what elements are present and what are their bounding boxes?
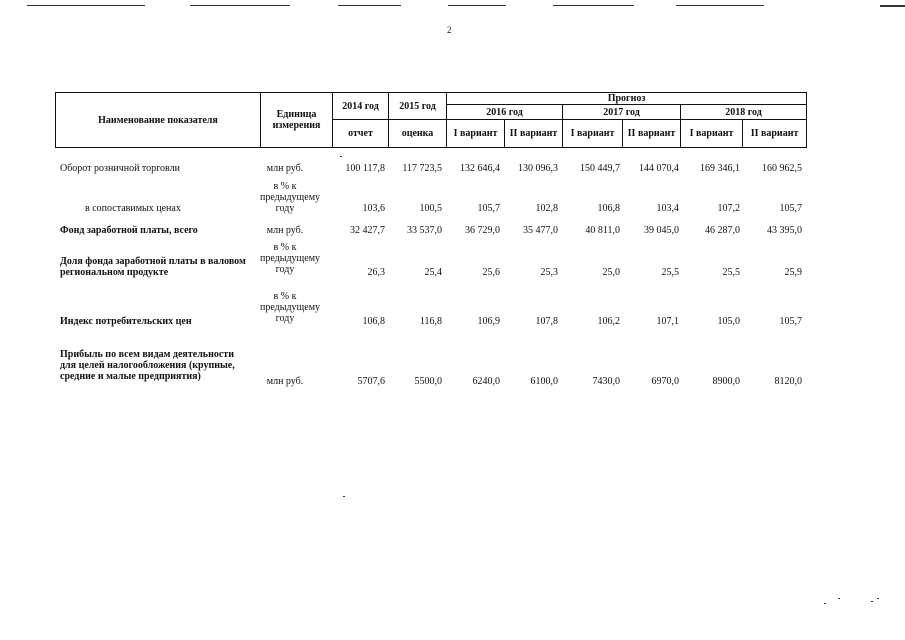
column-header-2016-variant-2: II вариант	[505, 120, 563, 148]
row-value: 150 449,7	[580, 163, 620, 174]
row-value: 5500,0	[414, 376, 442, 387]
row-value: 40 811,0	[585, 225, 620, 236]
row-value: 107,2	[717, 203, 740, 214]
row-value: 100 117,8	[345, 163, 385, 174]
row-value: 33 537,0	[407, 225, 442, 236]
row-value: 102,8	[535, 203, 558, 214]
row-value: 6970,0	[651, 376, 679, 387]
column-header-unit: Единица измерения	[261, 93, 333, 148]
scan-speck	[877, 598, 879, 599]
row-value: 32 427,7	[350, 225, 385, 236]
row-value: 35 477,0	[523, 225, 558, 236]
row-value: 117 723,5	[402, 163, 442, 174]
row-name: Фонд заработной платы, всего	[60, 225, 198, 236]
row-value: 6100,0	[530, 376, 558, 387]
scan-line	[880, 5, 905, 7]
scan-speck	[343, 496, 345, 497]
row-value: 116,8	[419, 316, 442, 327]
column-header-name: Наименование показателя	[56, 93, 261, 148]
row-value: 25,5	[722, 267, 740, 278]
scan-speck	[824, 603, 826, 604]
column-header-2017: 2017 год	[563, 105, 681, 120]
row-value: 25,4	[424, 267, 442, 278]
scan-speck	[838, 598, 840, 599]
row-value: 7430,0	[592, 376, 620, 387]
row-value: 39 045,0	[644, 225, 679, 236]
row-name: Доля фонда заработной платы в валовом региональном продукте	[60, 256, 246, 278]
row-value: 106,8	[597, 203, 620, 214]
row-unit: млн руб.	[266, 225, 304, 236]
row-unit: млн руб.	[266, 376, 304, 387]
column-header-2018-variant-2: II вариант	[743, 120, 807, 148]
column-header-2018: 2018 год	[681, 105, 807, 120]
row-value: 25,6	[482, 267, 500, 278]
column-header-2016: 2016 год	[447, 105, 563, 120]
row-value: 103,6	[362, 203, 385, 214]
row-name: Прибыль по всем видам деятельности для целей налогообложения (крупные, средние и малые предприятия)	[60, 349, 235, 382]
row-name: в сопоставимых ценах	[85, 203, 181, 214]
row-name: Индекс потребительских цен	[60, 316, 192, 327]
row-value: 105,7	[779, 316, 802, 327]
row-value: 25,9	[784, 267, 802, 278]
row-value: 25,0	[602, 267, 620, 278]
scan-line	[27, 5, 145, 6]
row-value: 26,3	[367, 267, 385, 278]
row-name: Оборот розничной торговли	[60, 163, 180, 174]
row-value: 103,4	[656, 203, 679, 214]
row-value: 107,1	[656, 316, 679, 327]
row-value: 106,2	[597, 316, 620, 327]
row-value: 105,7	[477, 203, 500, 214]
scan-line	[553, 5, 634, 6]
scan-line	[190, 5, 290, 6]
column-header-2014: 2014 год	[333, 93, 389, 120]
row-value: 25,5	[661, 267, 679, 278]
row-value: 107,8	[535, 316, 558, 327]
row-value: 8900,0	[712, 376, 740, 387]
row-value: 46 287,0	[705, 225, 740, 236]
row-value: 105,0	[717, 316, 740, 327]
row-value: 105,7	[779, 203, 802, 214]
column-header-forecast: Прогноз	[447, 93, 807, 105]
row-unit: в % к предыдущему году	[260, 291, 321, 324]
row-value: 169 346,1	[700, 163, 740, 174]
scan-line	[448, 5, 506, 6]
row-value: 106,9	[477, 316, 500, 327]
row-value: 25,3	[540, 267, 558, 278]
row-value: 8120,0	[774, 376, 802, 387]
row-value: 5707,6	[357, 376, 385, 387]
row-value: 6240,0	[472, 376, 500, 387]
row-unit: в % к предыдущему году	[260, 181, 321, 214]
row-value: 100,5	[419, 203, 442, 214]
row-value: 144 070,4	[639, 163, 679, 174]
row-value: 132 646,4	[460, 163, 500, 174]
column-header-2017-variant-1: I вариант	[563, 120, 623, 148]
column-header-report: отчет	[333, 120, 389, 148]
row-value: 36 729,0	[465, 225, 500, 236]
row-unit: в % к предыдущему году	[260, 242, 321, 275]
table-header	[55, 92, 807, 148]
column-header-2018-variant-1: I вариант	[681, 120, 743, 148]
column-header-2017-variant-2: II вариант	[623, 120, 681, 148]
scan-speck	[871, 601, 873, 602]
column-header-2015: 2015 год	[389, 93, 447, 120]
column-header-estimate: оценка	[389, 120, 447, 148]
scan-line	[676, 5, 764, 6]
row-value: 43 395,0	[767, 225, 802, 236]
row-value: 160 962,5	[762, 163, 802, 174]
scan-line	[338, 5, 401, 6]
column-header-2016-variant-1: I вариант	[447, 120, 505, 148]
row-value: 130 096,3	[518, 163, 558, 174]
scan-speck	[340, 156, 342, 157]
row-value: 106,8	[362, 316, 385, 327]
page-number: 2	[447, 25, 452, 35]
row-unit: млн руб.	[266, 163, 304, 174]
